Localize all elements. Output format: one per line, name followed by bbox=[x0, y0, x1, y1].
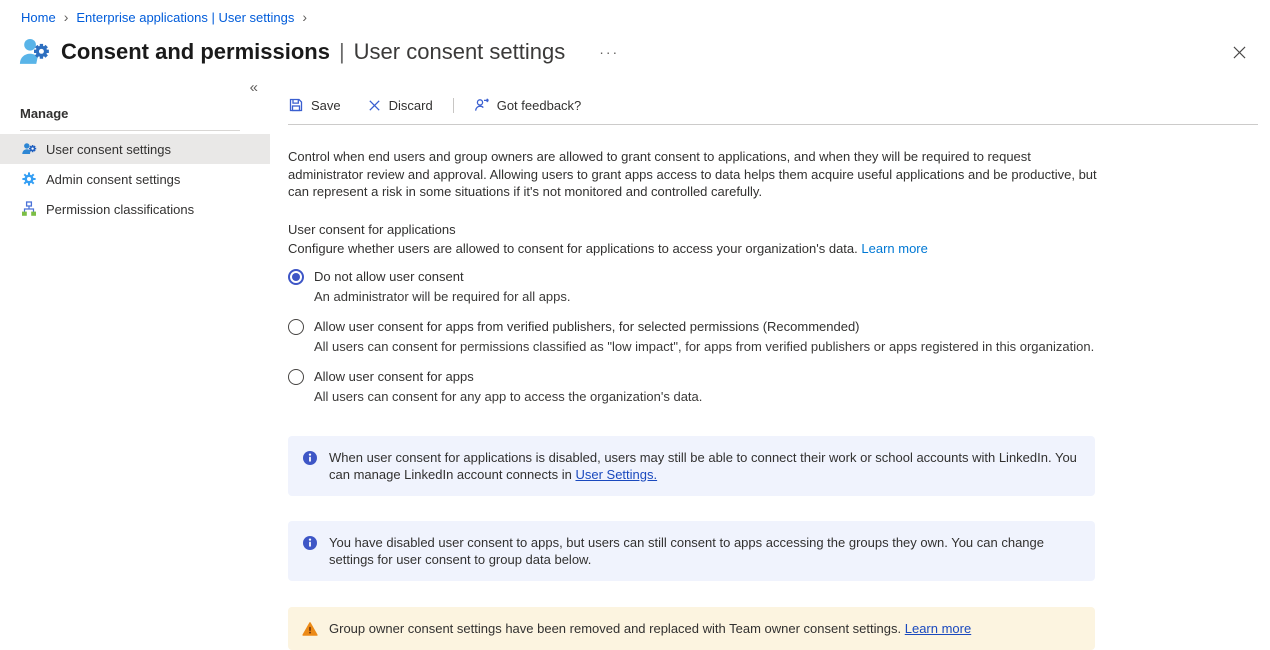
option-description: An administrator will be required for all apps. bbox=[314, 288, 571, 304]
learn-more-link[interactable]: Learn more bbox=[861, 240, 928, 256]
page-title-primary: Consent and permissions bbox=[61, 39, 330, 64]
radio-button[interactable] bbox=[288, 369, 304, 385]
discard-label: Discard bbox=[388, 97, 433, 113]
section-title: User consent for applications bbox=[288, 221, 456, 237]
intro-text: Control when end users and group owners are allowed to grant consent to applications, and when they will be required to request administrator review and approval. Allowing users to grant apps access to data helps them acquire useful applications and be productive, but can represent a risk in some situations if it's not monitored and controlled carefully. bbox=[288, 149, 1097, 199]
user-gear-icon bbox=[21, 141, 37, 157]
radio-option-allow-all-apps bbox=[288, 368, 1258, 405]
info-banner-group-consent bbox=[288, 521, 1095, 581]
sidebar-section-label: Manage bbox=[20, 106, 69, 121]
sidebar-item-user-consent-settings[interactable] bbox=[0, 134, 270, 164]
radio-option-verified-publishers bbox=[288, 318, 1258, 355]
save-label: Save bbox=[311, 97, 341, 113]
radio-button[interactable] bbox=[288, 319, 304, 335]
section-subtitle bbox=[288, 241, 1258, 256]
radio-button[interactable] bbox=[288, 269, 304, 285]
save-button[interactable] bbox=[288, 97, 341, 113]
section-subtitle-text: Configure whether users are allowed to consent for applications to access your organization's data. bbox=[288, 240, 858, 256]
learn-more-link[interactable]: Learn more bbox=[904, 620, 972, 636]
breadcrumb-link-enterprise-applications[interactable]: Enterprise applications | User settings bbox=[76, 10, 295, 25]
people-gear-icon bbox=[16, 34, 52, 70]
sidebar-item-permission-classifications[interactable] bbox=[0, 194, 270, 224]
banner-text bbox=[329, 534, 1077, 568]
sidebar-item-label: Admin consent settings bbox=[46, 171, 181, 187]
toolbar-rule bbox=[288, 124, 1258, 125]
option-label[interactable]: Allow user consent for apps from verified publishers, for selected permissions (Recommended) bbox=[314, 318, 860, 334]
option-label[interactable]: Allow user consent for apps bbox=[314, 368, 474, 384]
sidebar-item-label: User consent settings bbox=[46, 141, 172, 157]
more-options-button[interactable]: ··· bbox=[599, 44, 620, 60]
banner-text bbox=[329, 449, 1077, 483]
main-layout bbox=[0, 73, 1270, 650]
page-title bbox=[61, 39, 565, 65]
info-icon bbox=[302, 535, 318, 551]
x-icon bbox=[367, 98, 382, 113]
page-header bbox=[0, 25, 1270, 71]
feedback-button[interactable] bbox=[474, 97, 582, 113]
content-pane bbox=[270, 73, 1270, 650]
sidebar bbox=[0, 73, 270, 650]
sidebar-divider bbox=[20, 130, 240, 131]
breadcrumb-separator: › bbox=[302, 9, 308, 25]
info-icon bbox=[302, 450, 318, 466]
radio-group bbox=[288, 268, 1258, 405]
user-settings-link[interactable]: User Settings. bbox=[575, 466, 658, 482]
sidebar-item-label: Permission classifications bbox=[46, 201, 195, 217]
option-label[interactable]: Do not allow user consent bbox=[314, 268, 464, 284]
collapse-sidebar-button[interactable]: « bbox=[249, 79, 258, 96]
command-bar bbox=[288, 93, 1258, 117]
banner-text-body: You have disabled user consent to apps, but users can still consent to apps accessing the groups they own. You can change settings for user consent to group data below. bbox=[329, 534, 1044, 567]
breadcrumb-link-home[interactable]: Home bbox=[21, 10, 56, 25]
floppy-disk-icon bbox=[288, 97, 304, 113]
sidebar-item-admin-consent-settings[interactable] bbox=[0, 164, 270, 194]
info-banner-linkedin bbox=[288, 436, 1095, 496]
radio-option-do-not-allow bbox=[288, 268, 1258, 305]
feedback-label: Got feedback? bbox=[496, 97, 582, 113]
page-title-secondary: User consent settings bbox=[353, 39, 566, 64]
classification-tree-icon bbox=[21, 201, 37, 217]
option-description: All users can consent for permissions classified as "low impact", for apps from verified publishers or apps registered in this organization. bbox=[314, 338, 1095, 354]
gear-icon bbox=[21, 171, 37, 187]
banner-text bbox=[329, 620, 971, 637]
person-feedback-icon bbox=[474, 97, 490, 113]
toolbar-divider bbox=[453, 98, 454, 113]
banner-text-body: When user consent for applications is disabled, users may still be able to connect their work or school accounts with LinkedIn. You can manage LinkedIn account connects in bbox=[329, 449, 1077, 482]
page-title-separator: | bbox=[338, 39, 345, 64]
breadcrumb bbox=[0, 0, 1270, 25]
warning-banner-group-owner bbox=[288, 607, 1095, 650]
discard-button[interactable] bbox=[367, 98, 433, 113]
banner-text-body: Group owner consent settings have been removed and replaced with Team owner consent settings. bbox=[329, 620, 902, 636]
breadcrumb-separator: › bbox=[63, 9, 69, 25]
close-icon[interactable] bbox=[1229, 42, 1250, 63]
option-description: All users can consent for any app to access the organization's data. bbox=[314, 388, 703, 404]
warning-icon bbox=[302, 621, 318, 637]
